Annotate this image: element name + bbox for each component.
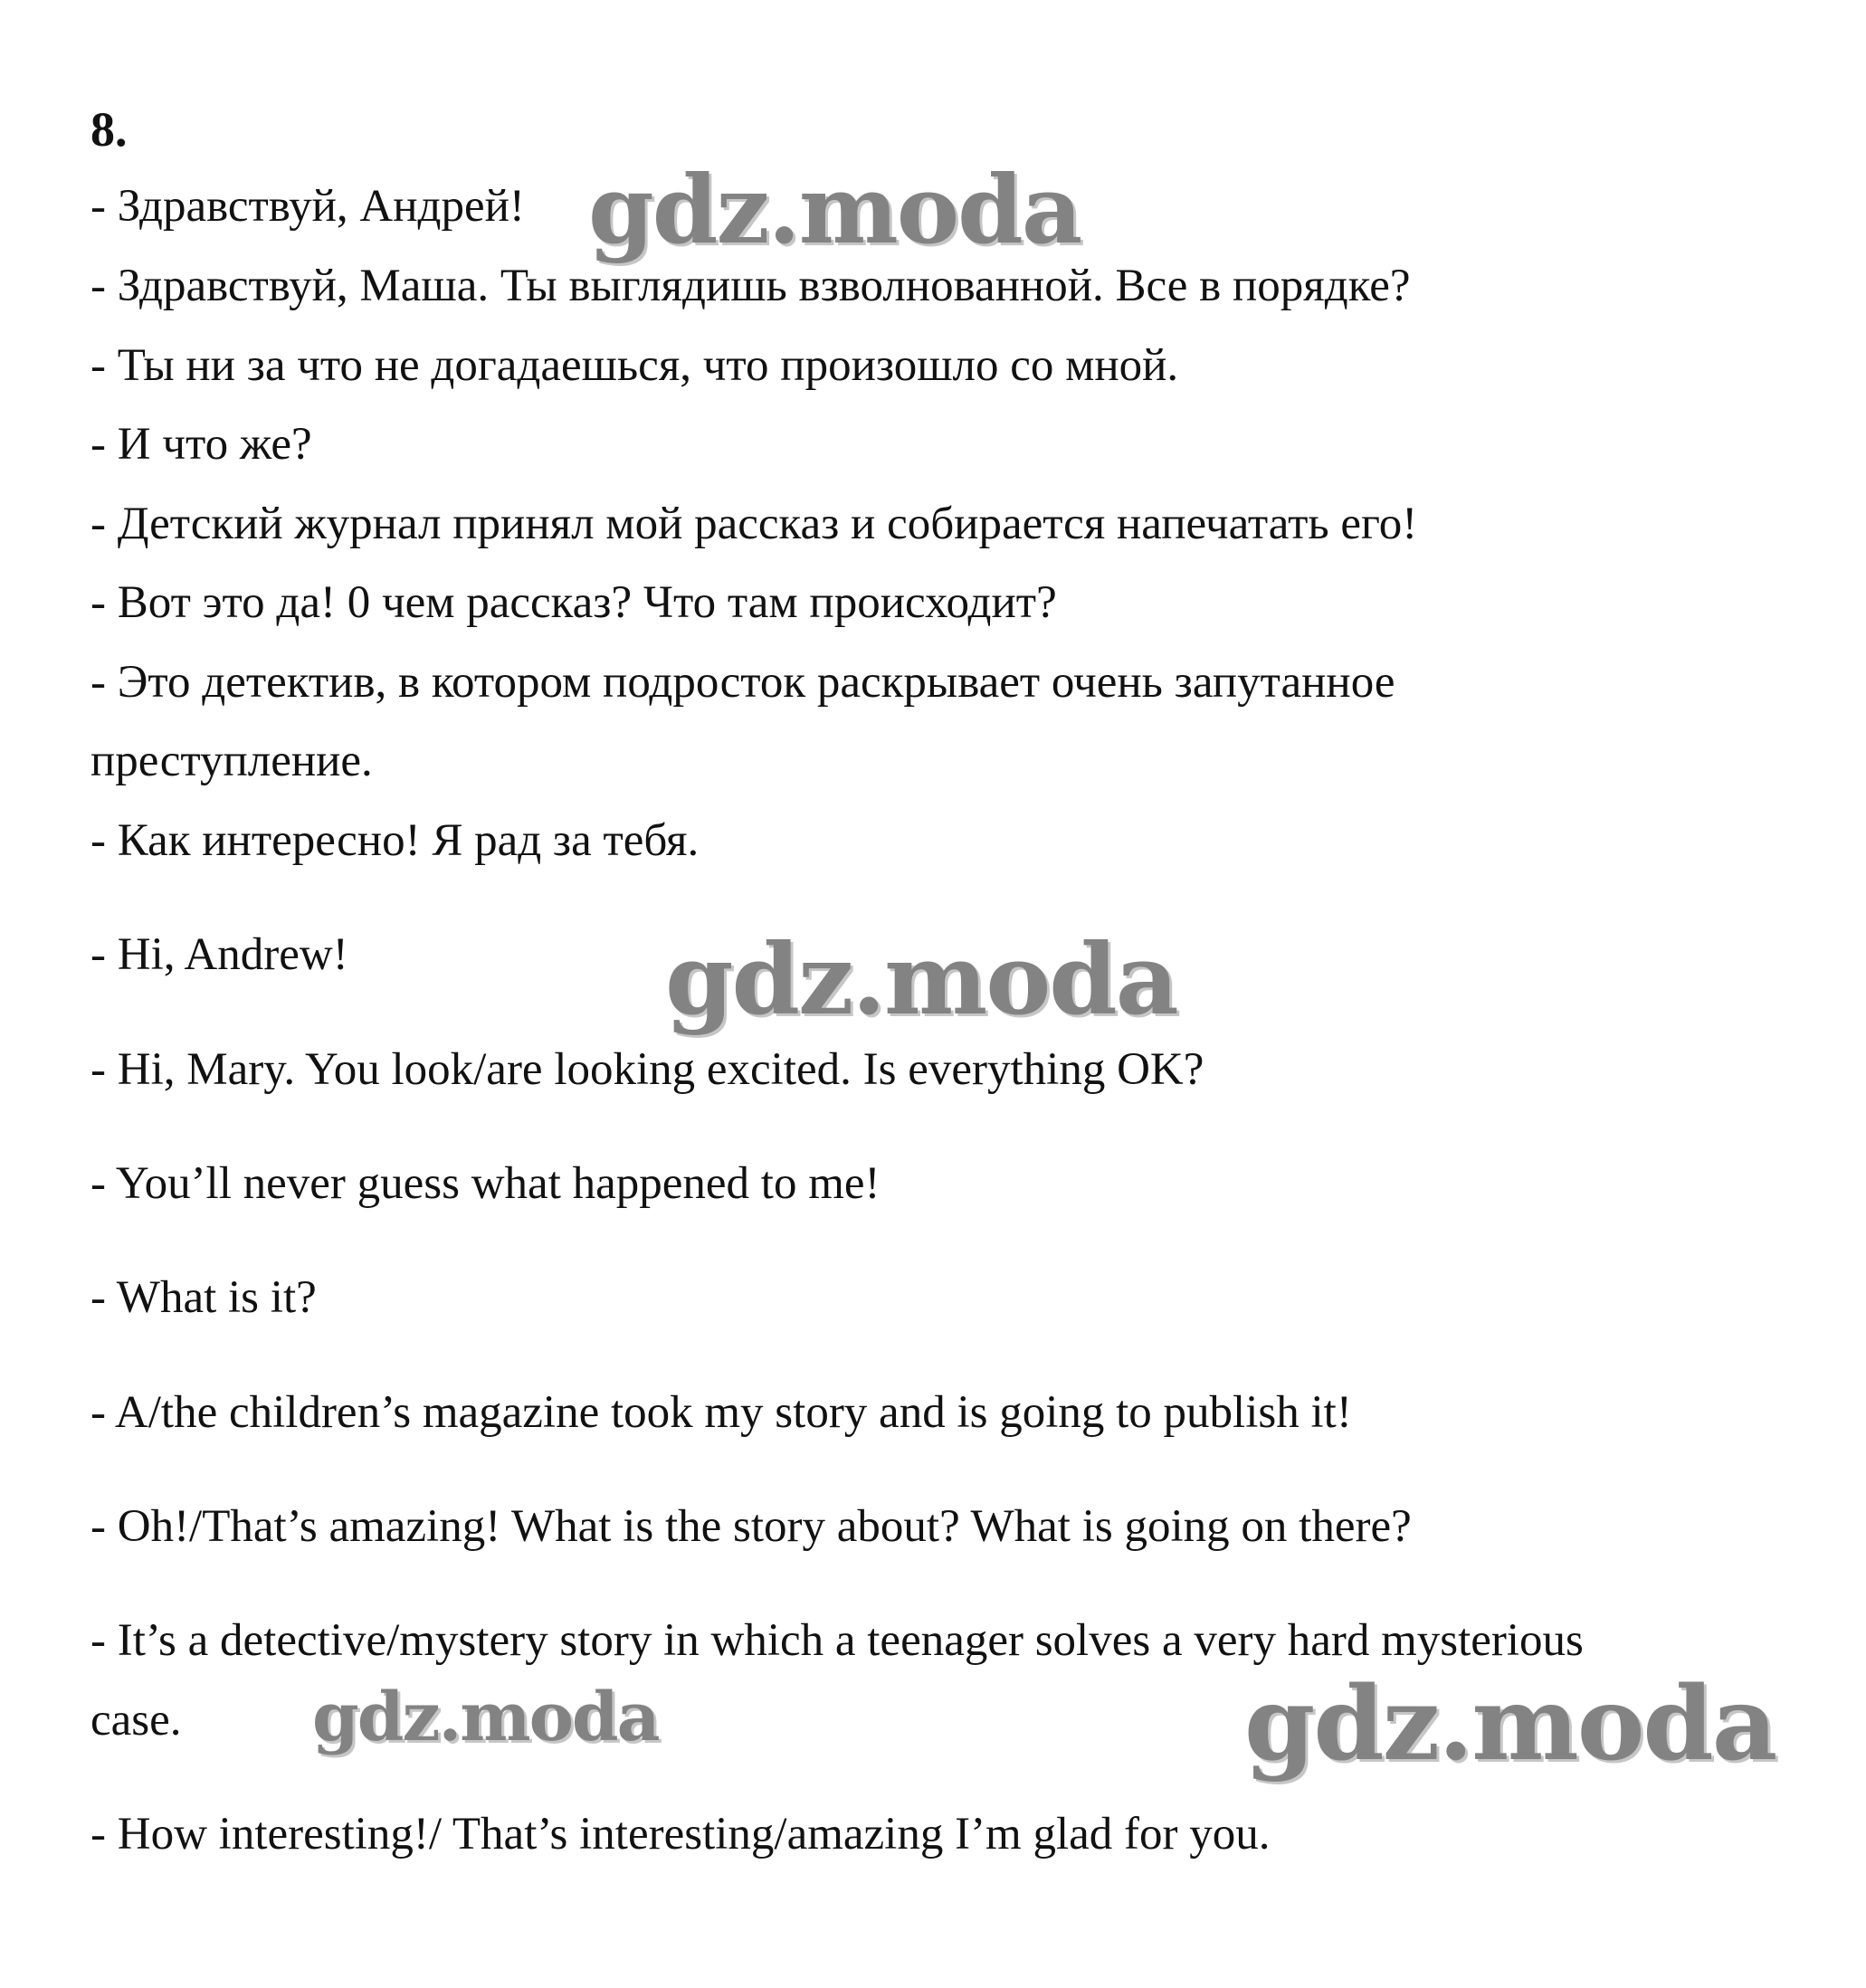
en-line-8: - How interesting!/ That’s interesting/amazing I’m glad for you. bbox=[90, 1809, 1271, 1860]
watermark-logo: gdz.moda bbox=[588, 154, 1081, 265]
ru-line-4: - И что же? bbox=[90, 419, 312, 470]
en-line-4: - What is it? bbox=[90, 1272, 317, 1323]
ru-line-5: - Детский журнал принял мой рассказ и собирается напечатать его! bbox=[90, 499, 1418, 549]
en-line-6: - Oh!/That’s amazing! What is the story about? What is going on there? bbox=[90, 1501, 1412, 1552]
watermark-logo: gdz.moda bbox=[312, 1679, 659, 1756]
ru-line-1: - Здравствуй, Андрей! bbox=[90, 181, 525, 232]
ru-line-6: - Вот это да! 0 чем рассказ? Что там происходит? bbox=[90, 577, 1057, 628]
exercise-number: 8. bbox=[90, 102, 128, 157]
en-line-7: - It’s a detective/mystery story in which a teenager solves a very hard mysterious bbox=[90, 1615, 1584, 1666]
en-line-1: - Hi, Andrew! bbox=[90, 929, 348, 980]
watermark-logo: gdz.moda bbox=[1244, 1665, 1776, 1783]
ru-line-3: - Ты ни за что не догадаешься, что произошло со мной. bbox=[90, 340, 1179, 391]
en-line-3: - You’ll never guess what happened to me! bbox=[90, 1158, 881, 1209]
watermark-logo: gdz.moda bbox=[665, 923, 1177, 1037]
en-line-5: - A/the children’s magazine took my story and is going to publish it! bbox=[90, 1387, 1352, 1438]
en-line-7-continuation: case. bbox=[90, 1695, 182, 1745]
ru-line-7-continuation: преступление. bbox=[90, 736, 373, 786]
en-line-2: - Hi, Mary. You look/are looking excited. Is everything OK? bbox=[90, 1044, 1204, 1095]
ru-line-8: - Как интересно! Я рад за тебя. bbox=[90, 815, 700, 866]
ru-line-2: - Здравствуй, Маша. Ты выглядишь взволнованной. Все в порядке? bbox=[90, 261, 1411, 311]
ru-line-7: - Это детектив, в котором подросток раскрывает очень запутанное bbox=[90, 657, 1395, 708]
